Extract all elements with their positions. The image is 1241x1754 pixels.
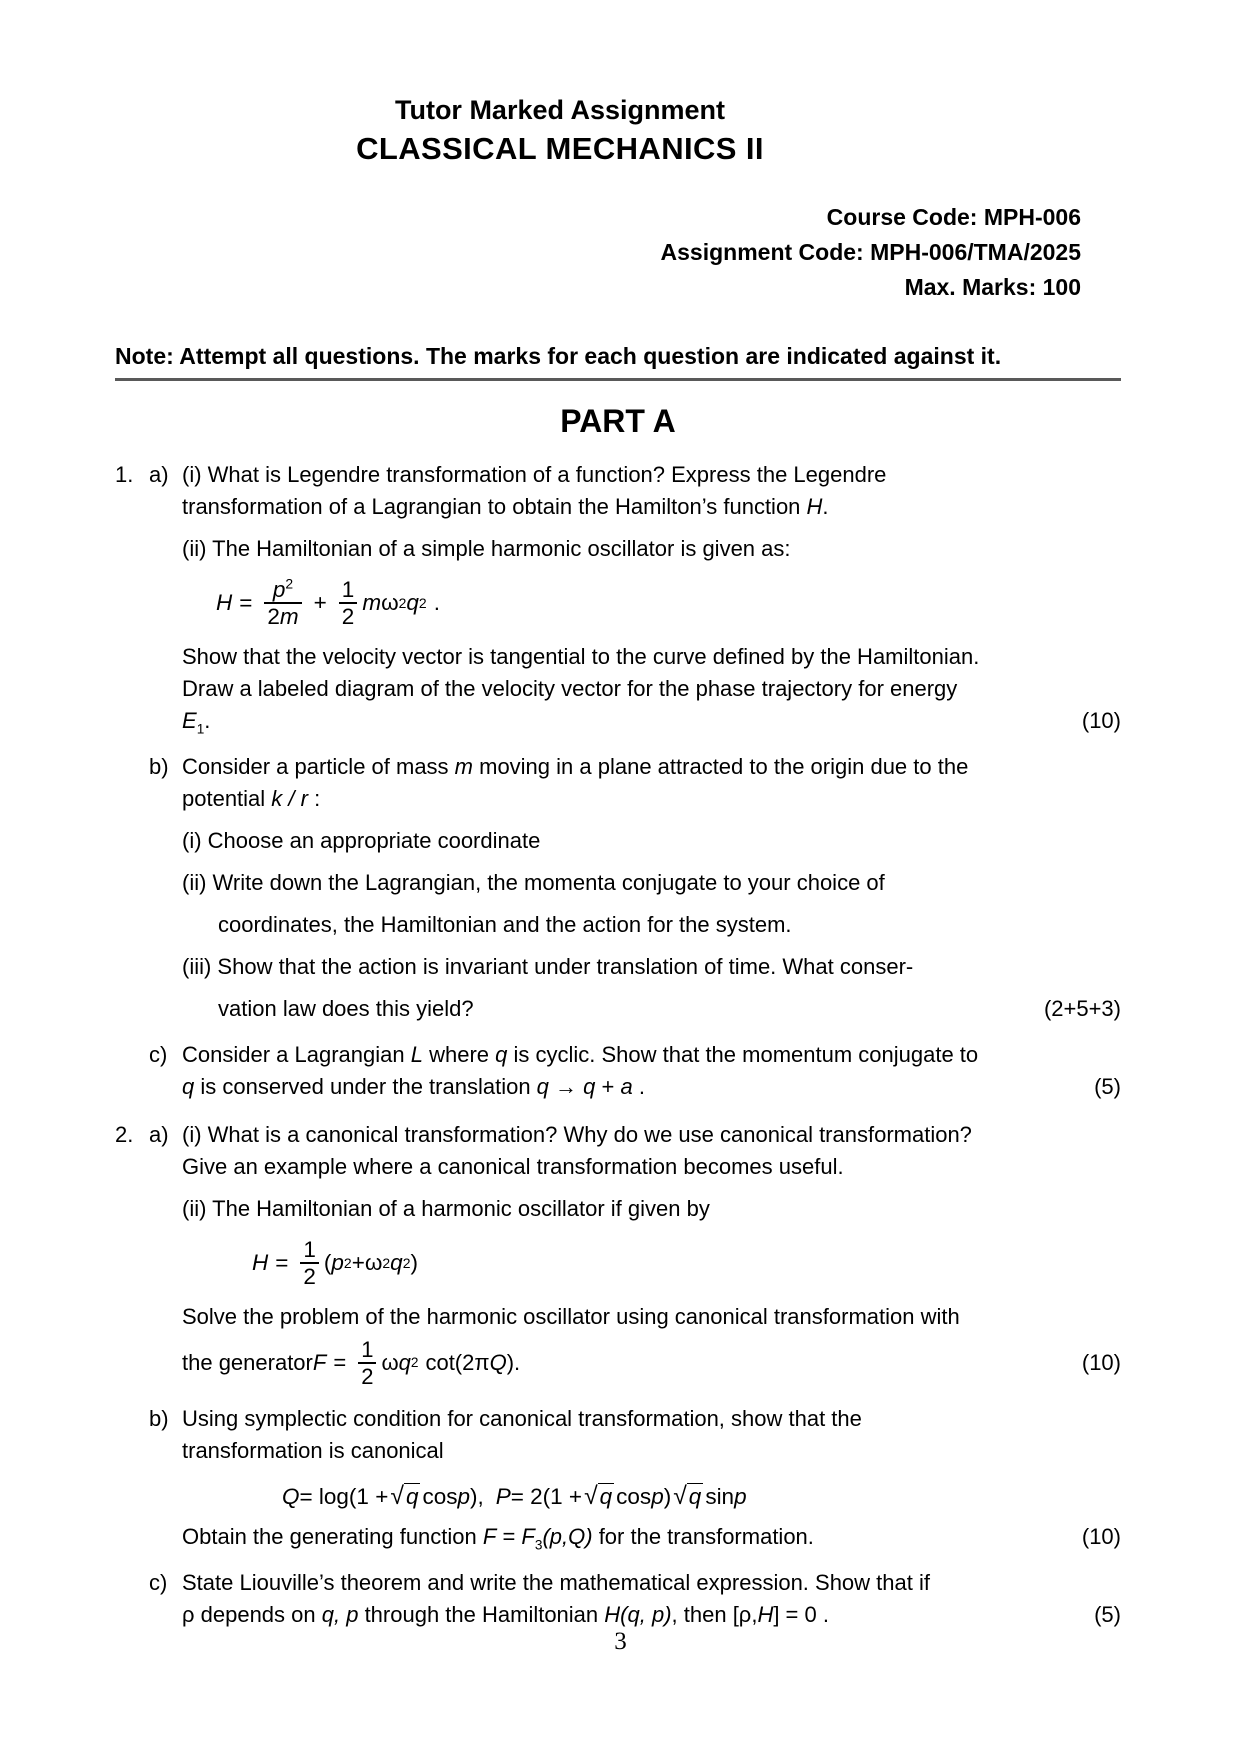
formula1-denominator [264,602,301,629]
q2b-obtain-post: for the transformation. [592,1524,814,1549]
q1c-line1-pre: Consider a Lagrangian [182,1042,411,1067]
q1a-marks: (10) [1081,708,1121,733]
q1c-line1-mid: where [422,1042,496,1067]
q1a-show-line1: Show that the velocity vector is tangential to the curve defined by the Hamiltonian. [182,644,980,669]
q2c-period: . [816,1602,829,1627]
q1c-line2-var-a: a [620,1074,633,1099]
formula3-cos-1: cos [422,1484,458,1509]
q2b-obtain-pre: Obtain the generating function [182,1524,483,1549]
q1a-i-line2-var-H: H [806,494,823,519]
q2b-line2: transformation is canonical [182,1438,444,1463]
q2a-generator-row [182,1337,1121,1389]
max-marks: Max. Marks: 100 [904,274,1081,300]
question-1a-body [182,459,1121,737]
formula1-p-sup: 2 [285,575,294,592]
q2c-bracket-close: ] = 0 [773,1602,817,1627]
formula1-p: p [272,577,286,602]
q2c-depends: depends on [194,1602,322,1627]
formula1-q: q [406,590,419,615]
q1b-line1 [182,751,1121,783]
formula2-H: H [252,1250,269,1275]
formula2-half-num: 1 [303,1237,316,1262]
generator-half-num: 1 [361,1337,374,1362]
q1a-E-var: E [182,708,197,733]
q1c-line2-q3: q [583,1074,596,1099]
q1b-i-line: (i) Choose an appropriate coordinate [182,828,541,853]
q2b-args: (p,Q) [542,1524,593,1549]
question-2c-label: c) [149,1570,168,1595]
q2b-line1: Using symplectic condition for canonical transformation, show that the [182,1406,862,1431]
question-1b [149,751,1121,1025]
q2c-through: through the Hamiltonian [358,1602,605,1627]
q2b-F-var: F [482,1524,497,1549]
q1a-i-line2-period: . [822,494,829,519]
question-1c-label: c) [149,1042,168,1067]
q1b-line1-var-m: m [454,754,473,779]
q1c-marks-row [182,1071,1121,1103]
q2a-marks: (10) [1081,1350,1121,1375]
assignment-code: Assignment Code: MPH-006/TMA/2025 [660,239,1081,265]
question-1a-label: a) [149,462,169,487]
q1c-line2-q2: q [536,1074,549,1099]
q2c-marks-row [182,1599,1121,1631]
question-2a [149,1119,1121,1389]
radical-icon: √ [390,1483,404,1510]
doc-subtitle: Tutor Marked Assignment [394,95,726,125]
note-line: Note: Attempt all questions. The marks for each question are indicated against it. [115,341,1121,381]
formula3-log-part: = log(1 + [299,1484,389,1509]
generator-cot: cot( [425,1350,463,1375]
q1b-ii-line1: (ii) Write down the Lagrangian, the momenta conjugate to your choice of [182,870,885,895]
question-1c-body [182,1039,1121,1103]
formula1-den-m: m [279,604,299,629]
q1c-line2 [182,1071,645,1103]
question-1a [149,459,1121,737]
q1a-i-line2-text: transformation of a Lagrangian to obtain the Hamilton’s function [182,494,807,519]
q2c-line1: State Liouville’s theorem and write the mathematical expression. Show that if [182,1570,930,1595]
q1c-line2-arrow: → [548,1074,584,1099]
q1c-line2-plus: + [595,1074,621,1099]
q1c-line2-var-q: q [182,1074,195,1099]
formula3-cos-2: cos [616,1484,652,1509]
q1a-ii-line: (ii) The Hamiltonian of a simple harmonic oscillator is given as: [182,536,791,561]
q2a-i-line1: (i) What is a canonical transformation? Why do we use canonical transformation? [182,1122,972,1147]
q2c-bracket-open: [ρ, [732,1602,758,1627]
q2a-solve-line: Solve the problem of the harmonic oscillator using canonical transformation with [182,1304,960,1329]
q1c-line2-period: . [632,1074,645,1099]
formula1-fraction-p2-2m [264,577,301,629]
part-a-heading: PART A [560,403,676,439]
title-block [115,92,1005,170]
formula3-comma: ), [469,1484,484,1509]
formula2-equals: = [275,1250,289,1275]
q1b-line2-colon: : [307,786,321,811]
q2c-H-var: H [757,1602,774,1627]
q2c-marks: (5) [1094,1602,1121,1627]
formula3-sqrt-q-1 [390,1483,420,1511]
q1b-line2 [182,783,1121,815]
question-2a-body [182,1119,1121,1389]
q1b-iii-line2: vation law does this yield? [218,996,474,1021]
formula3-close-paren: ) [663,1484,672,1509]
q2c-then: , then [671,1602,733,1627]
q2c-line2 [182,1599,829,1631]
q1a-i-line1: (i) What is Legendre transformation of a function? Express the Legendre [182,462,887,487]
formula2-close-paren: ) [410,1250,418,1275]
generator-close-paren: ) [506,1350,515,1375]
formula3-sin: sin [705,1484,735,1509]
formula3-p-1: p [457,1484,470,1509]
question-2b-body [182,1403,1121,1553]
formula1-m: m [362,590,382,615]
formula1-H: H [216,590,233,615]
formula3-radicand-1: q [405,1484,419,1509]
q1b-line2-kr: k / r [271,786,308,811]
q1a-i-line2 [182,491,1121,523]
formula3-2-part: = 2(1 + [510,1484,583,1509]
course-info-block [115,200,1081,305]
q2c-Hqp: H(q, p) [604,1602,672,1627]
oscillator-hamiltonian-formula: H = $\frac{1}{2}$ ( p 2 + ω 2 q 2 ) [252,1237,418,1289]
formula1-plus: + [313,590,327,615]
q1c-line1-post: is cyclic. Show that the momentum conjugate to [507,1042,979,1067]
question-2-body [149,1119,1121,1631]
q1b-marks-row [182,993,1121,1025]
q1c-line1-var-L: L [410,1042,423,1067]
formula1-omega: ω [381,590,399,615]
q1c-line1 [182,1039,1121,1071]
formula3-radicand-3: q [688,1484,702,1509]
q1a-E-sub: 1 [196,721,205,737]
question-2b-label: b) [149,1406,169,1431]
formula3-Q: Q [282,1484,300,1509]
formula1-equals: = [239,590,253,615]
generator-2pi: 2π [462,1350,490,1375]
q1b-line1-post: moving in a plane attracted to the origin due to the [473,754,969,779]
q1b-line2-pre: potential [182,786,272,811]
sho-hamiltonian-formula: H = $\frac{p^2}{2m}$ + $\frac{1}{2}$ m ω 2 q 2 . [216,575,440,629]
q1b-iii-line1: (iii) Show that the action is invariant under translation of time. What conser- [182,954,914,979]
formula1-den-2: 2 [267,604,280,629]
course-code: Course Code: MPH-006 [826,204,1081,230]
question-2-number: 2. [115,1122,134,1147]
formula2-half-den: 2 [300,1262,319,1289]
canonical-transformation-formula [282,1483,1121,1511]
formula2-open-paren: ( [323,1250,332,1275]
q1a-energy-line [182,705,210,737]
radical-icon: √ [673,1483,687,1510]
formula1-period: . [433,590,440,615]
formula2-omega: ω [364,1250,383,1275]
q2b-F3-sub: 3 [534,1537,543,1553]
q2a-ii-line: (ii) The Hamiltonian of a harmonic oscillator if given by [182,1196,710,1221]
question-2b [149,1403,1121,1553]
formula2-p: p [331,1250,344,1275]
q2a-i-line2: Give an example where a canonical transformation becomes useful. [182,1154,844,1179]
generator-half-den: 2 [358,1362,376,1389]
formula1-fraction-half [339,577,358,629]
q2b-marks-row [182,1521,1121,1553]
q1b-ii-line2: coordinates, the Hamiltonian and the action for the system. [218,912,792,937]
q2c-rho: ρ [182,1602,195,1627]
q1c-line1-var-q: q [495,1042,508,1067]
q2b-F3-var: F [521,1524,535,1549]
formula2-q: q [390,1250,403,1275]
formula2-fraction-half [300,1237,319,1289]
q1c-marks: (5) [1094,1074,1121,1099]
q2b-obtain-line [182,1521,814,1553]
question-1c [149,1039,1121,1103]
q1a-show-line2: Draw a labeled diagram of the velocity vector for the phase trajectory for energy [182,676,958,701]
generator-F: F [312,1350,327,1375]
generator-Q: Q [489,1350,507,1375]
question-1-number: 1. [115,462,134,487]
generator-q: q [398,1350,411,1375]
formula2-plus: + [351,1250,365,1275]
q1b-line1-pre: Consider a particle of mass [182,754,455,779]
q1c-line2-mid: is conserved under the translation [194,1074,537,1099]
generator-period: . [514,1350,521,1375]
formula1-numerator [264,577,301,602]
page-number: 3 [614,1628,627,1655]
q2b-marks: (10) [1081,1524,1121,1549]
generator-fraction-half [358,1337,376,1389]
formula3-p-2: p [651,1484,664,1509]
q2c-qp: q, p [321,1602,359,1627]
formula3-p-3: p [734,1484,747,1509]
q1a-energy-marks-row [182,705,1121,737]
q2a-generator-pre: the generator [182,1350,313,1375]
doc-title: CLASSICAL MECHANICS II [356,131,764,166]
formula3-radicand-2: q [599,1484,613,1509]
question-1-body [149,459,1121,1103]
q2b-equals: = [496,1524,522,1549]
question-1 [115,459,1121,1103]
generator-omega: ω [381,1350,399,1375]
question-2c-body [182,1567,1121,1631]
radical-icon: √ [584,1483,598,1510]
question-2c [149,1567,1121,1631]
formula3-sqrt-q-2 [584,1483,614,1511]
question-1b-body [182,751,1121,1025]
formula1-half-den: 2 [339,602,358,629]
formula1-half-num: 1 [341,577,355,602]
formula3-P: P [495,1484,511,1509]
question-1b-label: b) [149,754,169,779]
question-2 [115,1119,1121,1631]
q1a-E-period: . [204,708,211,733]
formula3-sqrt-q-3 [673,1483,703,1511]
q2a-generator-line: the generator F = $\frac{1}{2}$ ω q 2 cot( 2π Q ) . [182,1337,521,1389]
generator-equals: = [333,1350,347,1375]
question-2a-label: a) [149,1122,169,1147]
q1b-marks: (2+5+3) [1043,996,1121,1021]
